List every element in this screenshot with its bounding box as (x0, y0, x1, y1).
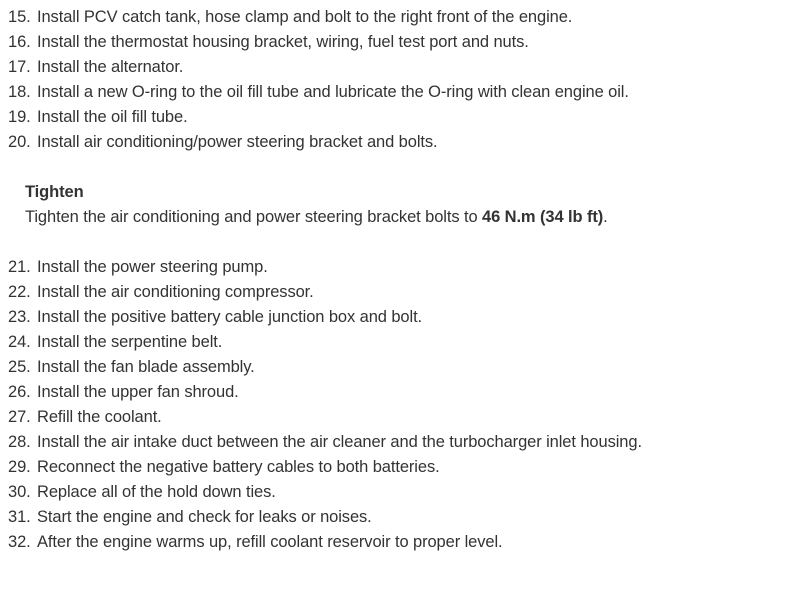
step-text: Install the air conditioning compressor. (37, 283, 314, 301)
step-number: 32. (8, 533, 31, 551)
step-number: 29. (8, 458, 31, 476)
step-number: 15. (8, 8, 31, 26)
step-text: Install the thermostat housing bracket, wiring, fuel test port and nuts. (37, 33, 529, 51)
step-text: Install PCV catch tank, hose clamp and bolt to the right front of the engine. (37, 8, 573, 26)
step-item (8, 480, 642, 505)
tighten-note (25, 180, 608, 230)
step-text: Start the engine and check for leaks or noises. (37, 508, 372, 526)
step-text: Refill the coolant. (37, 408, 162, 426)
step-item (8, 105, 629, 130)
step-item (8, 330, 642, 355)
step-number: 23. (8, 308, 31, 326)
step-number: 25. (8, 358, 31, 376)
step-text: Install the serpentine belt. (37, 333, 223, 351)
step-number: 28. (8, 433, 31, 451)
step-number: 21. (8, 258, 31, 276)
note-text-before: Tighten the air conditioning and power steering bracket bolts to (25, 208, 482, 226)
step-number: 31. (8, 508, 31, 526)
note-title: Tighten (25, 183, 84, 201)
step-item (8, 305, 642, 330)
step-item (8, 505, 642, 530)
step-item (8, 455, 642, 480)
step-number: 26. (8, 383, 31, 401)
step-item (8, 405, 642, 430)
step-text: Install the alternator. (37, 58, 184, 76)
torque-value: 46 N.m (34 lb ft) (482, 208, 604, 226)
step-text: Install the oil fill tube. (37, 108, 188, 126)
step-item (8, 5, 629, 30)
step-text: Install the positive battery cable junction box and bolt. (37, 308, 423, 326)
step-text: Install the power steering pump. (37, 258, 268, 276)
step-text: Install air conditioning/power steering bracket and bolts. (37, 133, 438, 151)
step-number: 18. (8, 83, 31, 101)
note-text-after: . (603, 208, 608, 226)
step-text: Install the air intake duct between the air cleaner and the turbocharger inlet housing. (37, 433, 642, 451)
step-text: Install a new O-ring to the oil fill tube and lubricate the O-ring with clean engine oil. (37, 83, 629, 101)
step-number: 27. (8, 408, 31, 426)
steps-list-before (8, 5, 629, 155)
step-item (8, 130, 629, 155)
step-number: 20. (8, 133, 31, 151)
step-number: 24. (8, 333, 31, 351)
step-text: Install the upper fan shroud. (37, 383, 239, 401)
steps-list-after (8, 255, 642, 555)
step-item (8, 530, 642, 555)
step-number: 30. (8, 483, 31, 501)
step-number: 16. (8, 33, 31, 51)
step-text: Install the fan blade assembly. (37, 358, 255, 376)
step-item (8, 255, 642, 280)
step-number: 19. (8, 108, 31, 126)
note-text (25, 205, 608, 230)
step-item (8, 80, 629, 105)
step-text: Replace all of the hold down ties. (37, 483, 276, 501)
step-item (8, 30, 629, 55)
step-item (8, 355, 642, 380)
step-item (8, 380, 642, 405)
step-item (8, 280, 642, 305)
step-number: 17. (8, 58, 31, 76)
step-text: After the engine warms up, refill coolant reservoir to proper level. (37, 533, 503, 551)
step-number: 22. (8, 283, 31, 301)
step-item (8, 55, 629, 80)
step-item (8, 430, 642, 455)
step-text: Reconnect the negative battery cables to both batteries. (37, 458, 440, 476)
